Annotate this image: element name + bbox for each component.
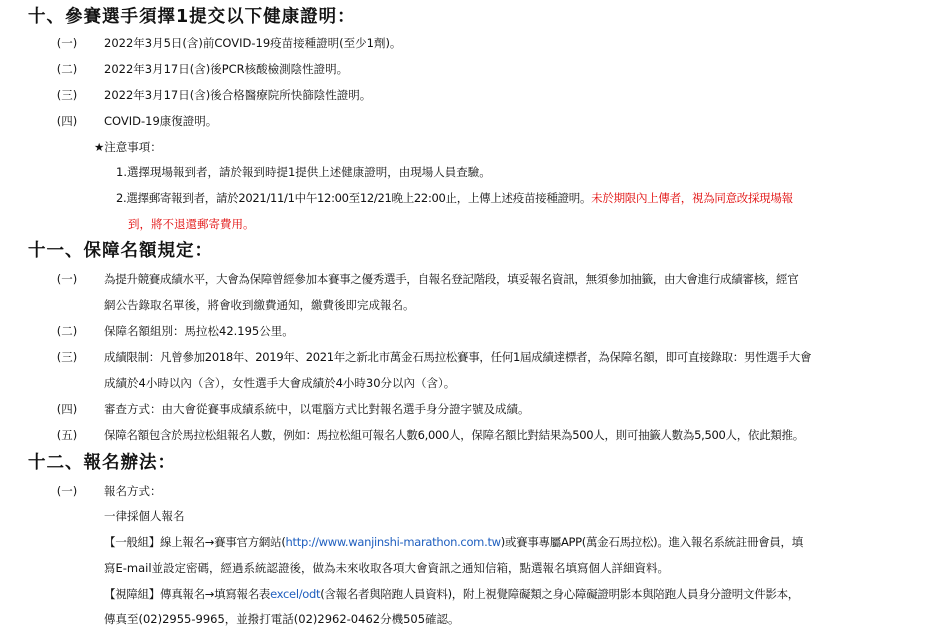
sec10-item3-text: 2022年3月17日(含)後合格醫療院所快篩陰性證明。 xyxy=(104,88,372,102)
vision-group-line1 xyxy=(104,586,799,602)
vision-group-text: 【視障組】傳真報名→填寫報名表 xyxy=(104,587,271,601)
sec10-item2-text: 2022年3月17日(含)後PCR核酸檢測陰性證明。 xyxy=(104,62,349,76)
note-2-warning: 未於期限內上傳者，視為同意改採現場報 xyxy=(591,191,793,205)
sec11-item4-num: (四) xyxy=(56,402,78,416)
general-group-line2: 寫E-mail並設定密碼，經過系統認證後，做為未來收取各項大會資訊之通知信箱，點選報名填寫個人詳細資料。 xyxy=(104,561,670,575)
sec11-item2-text: 保障名額組別：馬拉松42.195公里。 xyxy=(104,324,294,338)
sec11-item1-line2: 網公告錄取名單後，將會收到繳費通知，繳費後即完成報名。 xyxy=(104,298,415,312)
sec11-item2-num: (二) xyxy=(56,324,78,338)
individual-registration-note: 一律採個人報名 xyxy=(104,509,185,523)
sec11-item1-line1: 為提升競賽成績水平，大會為保障曾經參加本賽事之優秀選手，自報名登記階段，填妥報名資訊，無須參加抽籤，由大會進行成績審核，經官 xyxy=(104,272,799,286)
sec10-item1-text: 2022年3月5日(含)前COVID-19疫苗接種證明(至少1劑)。 xyxy=(104,36,402,50)
section-11-title: 十一、保障名額規定： xyxy=(28,241,213,261)
sec12-item1-num: (一) xyxy=(56,484,78,498)
note-1: 1.選擇現場報到者，請於報到時提1提供上述健康證明，由現場人員查驗。 xyxy=(116,165,491,179)
sec11-item5-num: (五) xyxy=(56,428,78,442)
note-2-warning-cont: 到，將不退還郵寄費用。 xyxy=(128,217,255,231)
general-group-text-cont: )或賽事專屬APP(萬金石馬拉松)。進入報名系統註冊會員，填 xyxy=(500,535,803,549)
official-website-link[interactable]: http://www.wanjinshi-marathon.com.tw xyxy=(285,535,501,549)
sec10-item1-num: (一) xyxy=(56,36,78,50)
section-12-title: 十二、報名辦法： xyxy=(28,453,176,473)
section-10-title: 十、參賽選手須擇1提交以下健康證明： xyxy=(28,7,356,27)
sec11-item3-line2: 成績於4小時以內（含），女性選手大會成績於4小時30分以內（含）。 xyxy=(104,376,456,390)
general-group-line1 xyxy=(104,534,803,550)
note-2 xyxy=(116,190,793,206)
registration-form-link[interactable]: excel/odt xyxy=(270,587,321,601)
general-group-text: 【一般組】線上報名→賽事官方網站( xyxy=(104,535,286,549)
note-2-text: 2.選擇郵寄報到者，請於2021/11/1中午12:00至12/21晚上22:00止，上傳上述疫苗接種證明。 xyxy=(116,191,592,205)
sec10-item2-num: (二) xyxy=(56,62,78,76)
sec11-item3-line1: 成績限制：凡曾參加2018年、2019年、2021年之新北市萬金石馬拉松賽事，任何1屆成績達標者，為保障名額，即可直接錄取：男性選手大會 xyxy=(104,350,812,364)
vision-group-line2: 傳真至(02)2955-9965，並撥打電話(02)2962-0462分機505確認。 xyxy=(104,612,460,626)
sec10-item4-text: COVID-19康復證明。 xyxy=(104,114,218,128)
sec10-item4-num: (四) xyxy=(56,114,78,128)
sec11-item4-text: 審查方式：由大會從賽事成績系統中，以電腦方式比對報名選手身分證字號及成績。 xyxy=(104,402,530,416)
sec11-item1-num: (一) xyxy=(56,272,78,286)
sec12-item1-text: 報名方式： xyxy=(104,484,162,498)
sec10-item3-num: (三) xyxy=(56,88,78,102)
sec11-item3-num: (三) xyxy=(56,350,78,364)
vision-group-text-cont: (含報名者與陪跑人員資料)，附上視覺障礙類之身心障礙證明影本與陪跑人員身分證明文件影本， xyxy=(320,587,800,601)
sec11-item5-text: 保障名額包含於馬拉松組報名人數，例如：馬拉松組可報名人數6,000人，保障名額比對結果為500人，則可抽籤人數為5,500人，依此類推。 xyxy=(104,428,804,442)
notes-title: ★注意事項： xyxy=(94,140,162,154)
